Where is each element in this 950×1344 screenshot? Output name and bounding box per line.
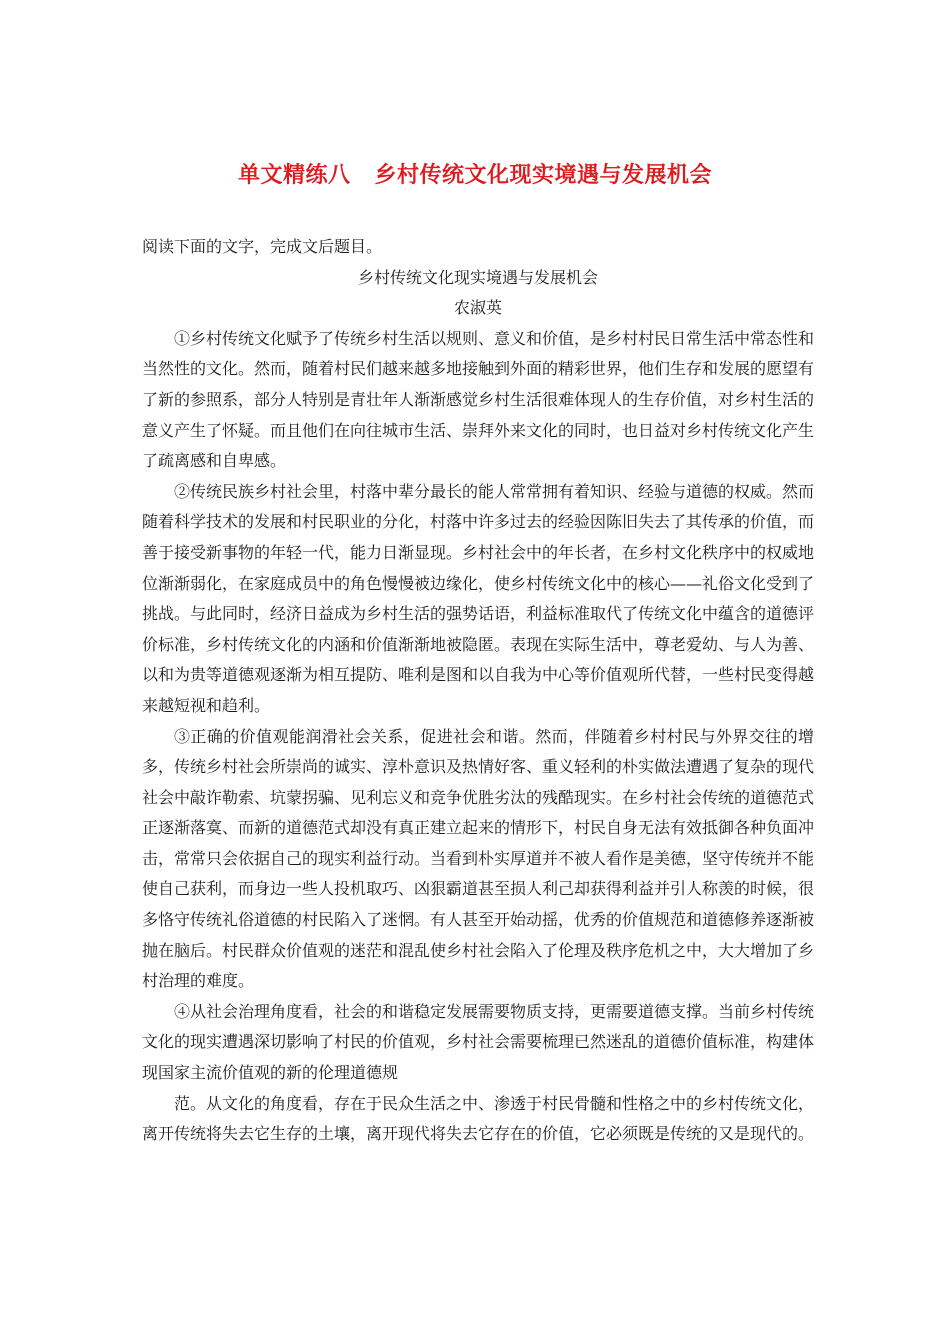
title-series: 单文精练八 — [237, 163, 351, 188]
paragraph-3: ③正确的价值观能润滑社会关系，促进社会和谐。然而，伴随着乡村村民与外界交往的增多，传统乡村社会所崇尚的诚实、淳朴意识及热情好客、重义轻利的朴实做法遭遇了复杂的现代社会中敲诈勒索、坑蒙拐骗、见利忘义和竞争优胜劣汰的残酷现实。在乡村社会传统的道德范式正逐渐落寞、而新的道德范式却没有真正建立起来的情形下，村民自身无法有效抵御各种负面冲击，常常只会依据自己的现实利益行动。当看到朴实厚道并不被人看作是美德，坚守传统并不能使自己获利，而身边一些人投机取巧、凶狠霸道甚至损人利己却获得利益并引人称羡的时候，很多恪守传统礼俗道德的村民陷入了迷惘。有人甚至开始动摇，优秀的价值规范和道德修养逐渐被抛在脑后。村民群众价值观的迷茫和混乱使乡村社会陷入了伦理及秩序危机之中，大大增加了乡村治理的难度。 — [142, 726, 815, 991]
paragraph-2: ②传统民族乡村社会里，村落中辈分最长的能人常常拥有着知识、经验与道德的权威。然而随着科学技术的发展和村民职业的分化，村落中许多过去的经验因陈旧失去了其传承的价值，而善于接受新事物的年轻一代，能力日渐显现。乡村社会中的年长者，在乡村文化秩序中的权威地位渐渐弱化，在家庭成员中的角色慢慢被边缘化，使乡村传统文化中的核心——礼俗文化受到了挑战。与此同时，经济日益成为乡村生活的强势话语，利益标准取代了传统文化中蕴含的道德评价标准，乡村传统文化的内涵和价值渐渐地被隐匿。表现在实际生活中，尊老爱幼、与人为善、以和为贵等道德观逐渐为相互提防、唯利是图和以自我为中心等价值观所代替，一些村民变得越来越短视和趋利。 — [142, 481, 815, 715]
document-body — [142, 232, 814, 1150]
paragraph-1: ①乡村传统文化赋予了传统乡村生活以规则、意义和价值，是乡村村民日常生活中常态性和当然性的文化。然而，随着村民们越来越多地接触到外面的精彩世界，他们生存和发展的愿望有了新的参照系，部分人特别是青壮年人渐渐感觉乡村生活很难体现人的生存价值，对乡村生活的意义产生了怀疑。而且他们在向往城市生活、崇拜外来文化的同时，也日益对乡村传统文化产生了疏离感和自卑感。 — [142, 328, 815, 471]
paragraph-4: ④从社会治理角度看，社会的和谐稳定发展需要物质支持，更需要道德支撑。当前乡村传统文化的现实遭遇深切影响了村民的价值观，乡村社会需要梳理已然迷乱的道德价值标准，构建体现国家主流价值观的新的伦理道德规 — [142, 1001, 815, 1083]
title-topic: 乡村传统文化现实境遇与发展机会 — [374, 163, 713, 188]
instruction-text: 阅读下面的文字，完成文后题目。 — [142, 237, 383, 256]
article-author: 农淑英 — [453, 298, 502, 318]
article-title: 乡村传统文化现实境遇与发展机会 — [357, 267, 598, 287]
page-title — [0, 158, 950, 189]
paragraph-4-continued: 范。从文化的角度看，存在于民众生活之中、渗透于村民骨髓和性格之中的乡村传统文化，离开传统将失去它生存的土壤，离开现代将失去它存在的价值，它必须既是传统的又是现代的。 — [142, 1093, 815, 1144]
